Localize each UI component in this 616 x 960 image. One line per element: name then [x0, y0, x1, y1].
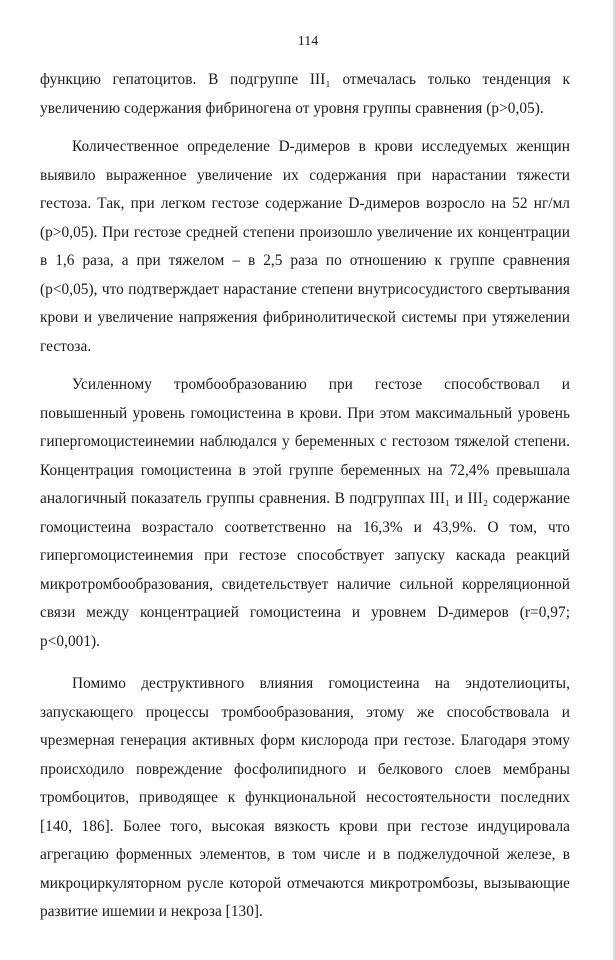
- paragraph-1: функцию гепатоцитов. В подгруппе III₁ отмечалась только тенденция к увеличению содержания фибриногена от уровня группы сравнения (p>0,05).: [40, 71, 570, 117]
- body-text: [40, 66, 570, 927]
- page-number: 114: [297, 34, 319, 49]
- paragraph-4: Помимо деструктивного влияния гомоцистеина на эндотелиоциты, запускающего процессы тромбообразования, этому же способствовала и чрезмерная генерация активных форм кислорода при гестозе. Благодаря этому происходило повреждение фосфолипидного и белкового слоев мембраны тромбоцитов, приводящее к функциональной несостоятельности последних [140, 186]. Более того, высокая вязкость крови при гестозе индуцировала агрегацию форменных элементов, в том числе и в поджелудочной железе, в микроциркуляторном русле которой отмечаются микротромбозы, вызывающие развитие ишемии и некроза [130].: [40, 675, 570, 920]
- paragraph-3: Усиленному тромбообразованию при гестозе способствовал и повышенный уровень гомоцистеина в крови. При этом максимальный уровень гипергомоцистеинемии наблюдался у беременных с гестозом тяжелой степени. Концентрация гомоцистеина в этой группе беременных на 72,4% превышала аналогичный показатель группы сравнения. В подгруппах III₁ и III₂ содержание гомоцистеина возрастало соответственно на 16,3% и 43,9%. О том, что гипергомоцистеинемия при гестозе способствует запуску каскада реакций микротромбообразования, свидетельствует наличие сильной корреляционной связи между концентрацией гомоцистеина и уровнем D-димеров (r=0,97; p<0,001).: [40, 376, 570, 650]
- paragraph-2: Количественное определение D-димеров в крови исследуемых женщин выявило выраженное увеличение их содержания при нарастании тяжести гестоза. Так, при легком гестозе содержание D-димеров возросло на 52 нг/мл (p>0,05). При гестозе средней степени произошло увеличение их концентрации в 1,6 раза, а при тяжелом – в 2,5 раза по отношению к группе сравнения (p<0,05), что подтверждает нарастание степени внутрисосудистого свертывания крови и увеличение напряжения фибринолитической системы при утяжелении гестоза.: [40, 138, 570, 355]
